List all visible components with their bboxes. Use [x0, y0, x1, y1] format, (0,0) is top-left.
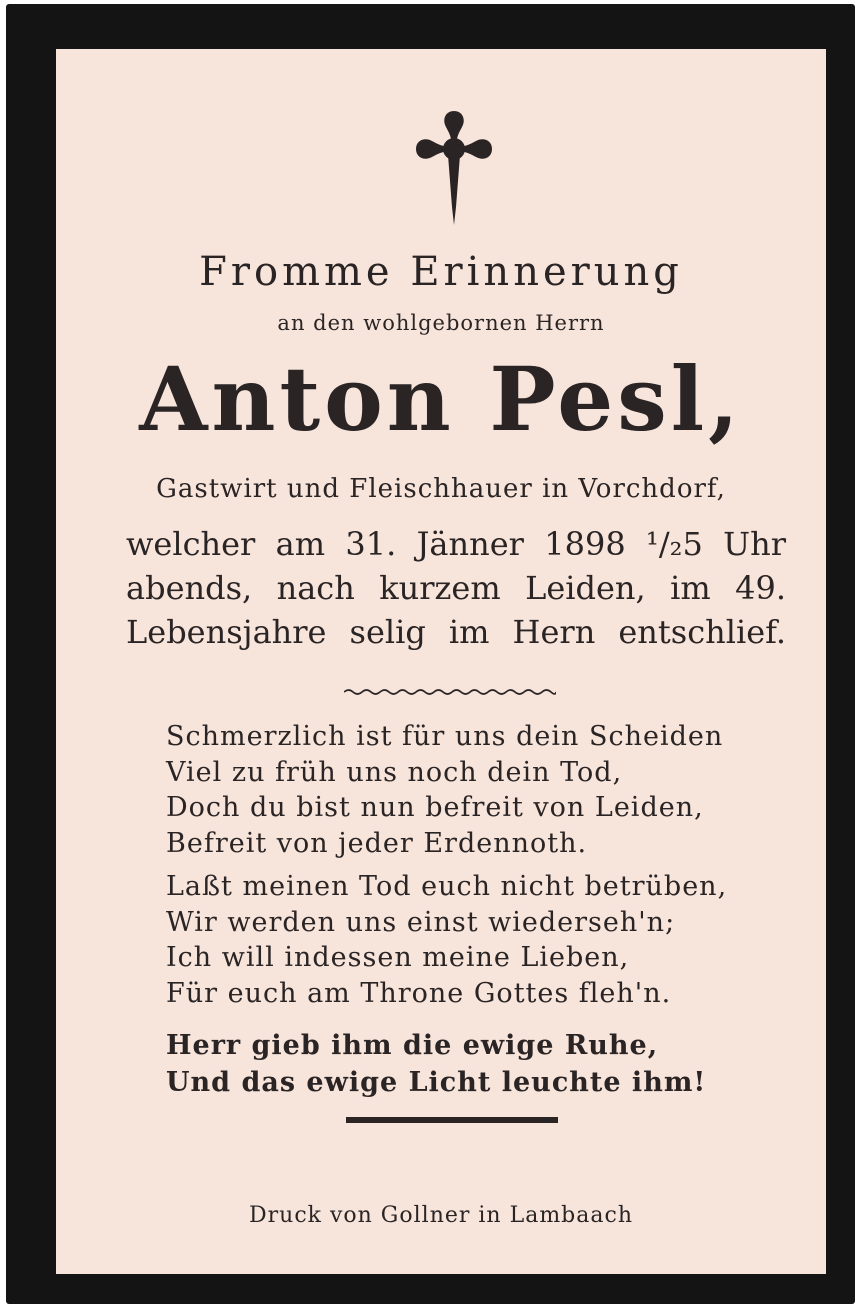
prayer [166, 1027, 766, 1101]
mourning-card [56, 49, 826, 1274]
death-notice-line: Lebensjahre selig im Hern entschlief. [126, 613, 786, 651]
prayer-line: Herr gieb ihm die ewige Ruhe, [166, 1030, 659, 1061]
verse-line: Wir werden uns einst wiederseh'n; [166, 906, 676, 938]
deceased-name: Anton Pesl, [139, 347, 743, 451]
trefoil-cross-icon [412, 109, 496, 227]
verse-line: Schmerzlich ist für uns dein Scheiden [166, 721, 724, 752]
mourning-card-border [6, 4, 855, 1304]
death-notice [126, 522, 786, 654]
death-notice-line: welcher am 31. Jänner 1898 ¹/₂5 Uhr [126, 525, 786, 563]
verse-line: Für euch am Throne Gottes fleh'n. [166, 977, 672, 1009]
prayer-line: Und das ewige Licht leuchte ihm! [166, 1067, 707, 1098]
printer-credit: Druck von Gollner in Lambaach [249, 1203, 633, 1228]
dedication-line: an den wohlgebornen Herrn [277, 311, 605, 335]
verse-line: Laßt meinen Tod euch nicht betrüben, [166, 871, 728, 902]
death-notice-line: abends, nach kurzem Leiden, im 49. [126, 569, 786, 607]
divider-rule [346, 1117, 558, 1123]
verse-line: Befreit von jeder Erdennoth. [166, 827, 588, 859]
verse-line: Doch du bist nun befreit von Leiden, [166, 792, 704, 823]
verse-stanza-2 [166, 869, 766, 1011]
verse-stanza-1 [166, 719, 766, 861]
wavy-divider-icon [344, 687, 556, 697]
verse-line: Viel zu früh uns noch dein Tod, [166, 756, 623, 788]
deceased-occupation: Gastwirt und Fleischhauer in Vorchdorf, [156, 474, 726, 504]
verse-line: Ich will indessen meine Lieben, [166, 942, 630, 973]
card-title: Fromme Erinnerung [199, 249, 683, 295]
